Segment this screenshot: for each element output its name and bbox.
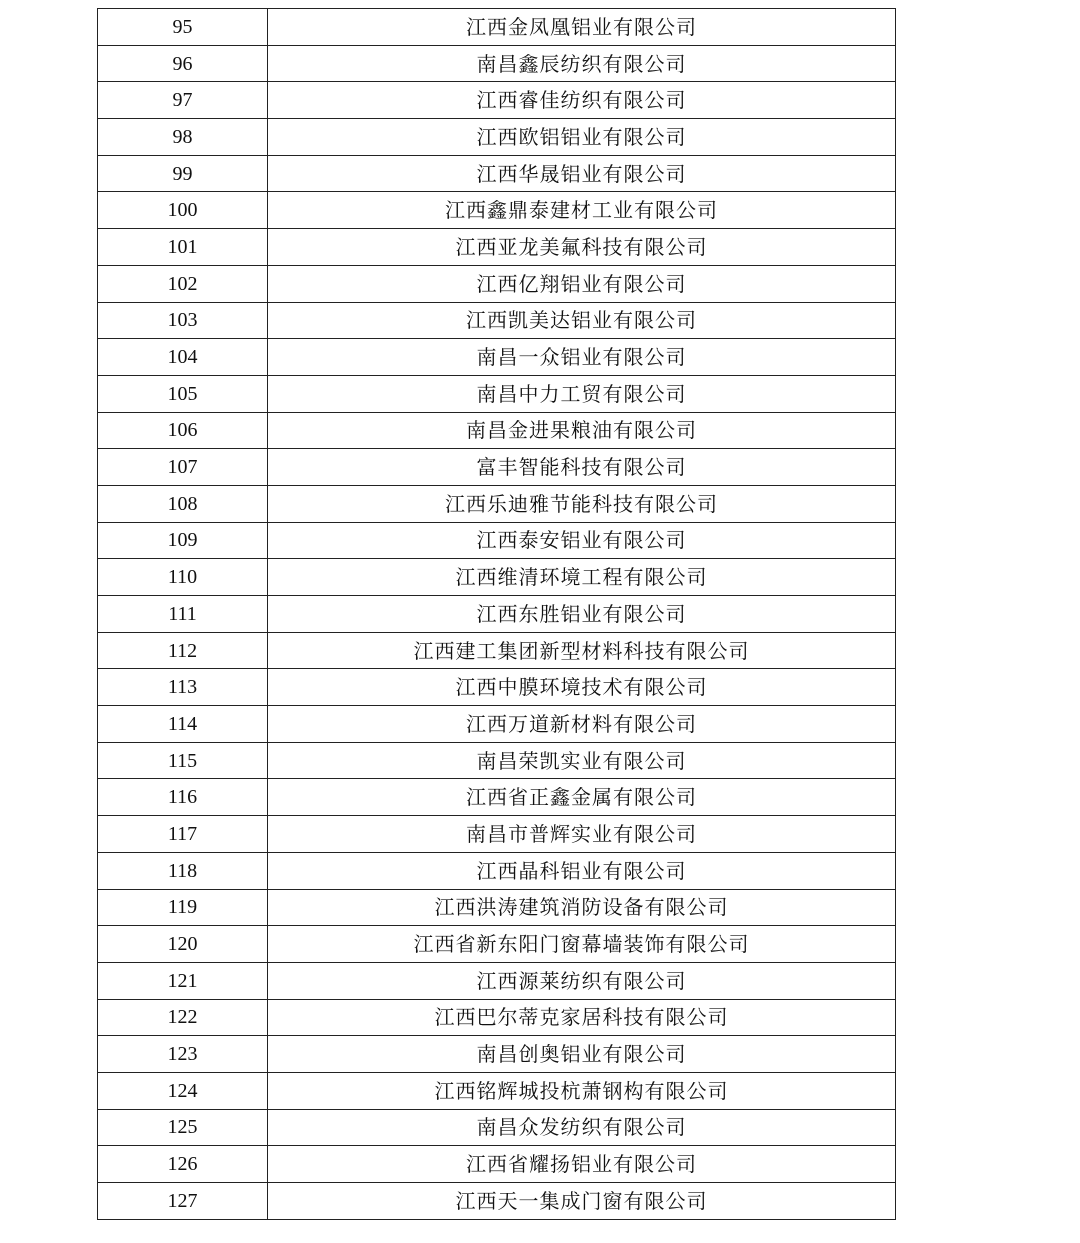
table-row	[98, 1072, 896, 1109]
company-name-cell: 江西巴尔蒂克家居科技有限公司	[268, 999, 896, 1036]
row-number-cell: 108	[98, 485, 268, 522]
table-row	[98, 596, 896, 633]
row-number-cell: 97	[98, 82, 268, 119]
row-number-cell: 117	[98, 816, 268, 853]
row-number-cell: 123	[98, 1036, 268, 1073]
row-number-cell: 112	[98, 632, 268, 669]
row-number-cell: 101	[98, 229, 268, 266]
row-number-cell: 115	[98, 742, 268, 779]
row-number-cell: 100	[98, 192, 268, 229]
table-row	[98, 302, 896, 339]
row-number-cell: 124	[98, 1072, 268, 1109]
table-row	[98, 192, 896, 229]
row-number-cell: 110	[98, 559, 268, 596]
table-row	[98, 155, 896, 192]
table-row	[98, 816, 896, 853]
table-row	[98, 1183, 896, 1220]
row-number-cell: 103	[98, 302, 268, 339]
row-number-cell: 119	[98, 889, 268, 926]
table-row	[98, 1146, 896, 1183]
company-name-cell: 江西乐迪雅节能科技有限公司	[268, 485, 896, 522]
row-number-cell: 126	[98, 1146, 268, 1183]
company-name-cell: 江西东胜铝业有限公司	[268, 596, 896, 633]
company-name-cell: 江西欧铝铝业有限公司	[268, 119, 896, 156]
company-name-cell: 南昌金进果粮油有限公司	[268, 412, 896, 449]
company-name-cell: 江西省正鑫金属有限公司	[268, 779, 896, 816]
table-row	[98, 559, 896, 596]
table-row	[98, 229, 896, 266]
row-number-cell: 105	[98, 375, 268, 412]
company-name-cell: 南昌一众铝业有限公司	[268, 339, 896, 376]
table-row	[98, 412, 896, 449]
table-row	[98, 265, 896, 302]
company-name-cell: 南昌众发纺织有限公司	[268, 1109, 896, 1146]
company-name-cell: 江西天一集成门窗有限公司	[268, 1183, 896, 1220]
row-number-cell: 113	[98, 669, 268, 706]
row-number-cell: 109	[98, 522, 268, 559]
company-name-cell: 江西万道新材料有限公司	[268, 706, 896, 743]
company-name-cell: 江西省耀扬铝业有限公司	[268, 1146, 896, 1183]
table-row	[98, 522, 896, 559]
table-row	[98, 852, 896, 889]
table-row	[98, 1036, 896, 1073]
company-name-cell: 江西源莱纺织有限公司	[268, 962, 896, 999]
company-name-cell: 江西凯美达铝业有限公司	[268, 302, 896, 339]
company-name-cell: 江西鑫鼎泰建材工业有限公司	[268, 192, 896, 229]
row-number-cell: 121	[98, 962, 268, 999]
row-number-cell: 104	[98, 339, 268, 376]
table-row	[98, 45, 896, 82]
company-name-cell: 江西中膜环境技术有限公司	[268, 669, 896, 706]
row-number-cell: 107	[98, 449, 268, 486]
company-name-cell: 富丰智能科技有限公司	[268, 449, 896, 486]
table-row	[98, 779, 896, 816]
row-number-cell: 96	[98, 45, 268, 82]
table-row	[98, 706, 896, 743]
table-row	[98, 375, 896, 412]
row-number-cell: 122	[98, 999, 268, 1036]
table-row	[98, 926, 896, 963]
company-name-cell: 江西金凤凰铝业有限公司	[268, 9, 896, 46]
row-number-cell: 120	[98, 926, 268, 963]
table-row	[98, 632, 896, 669]
row-number-cell: 98	[98, 119, 268, 156]
company-name-cell: 江西亿翔铝业有限公司	[268, 265, 896, 302]
company-name-cell: 南昌中力工贸有限公司	[268, 375, 896, 412]
company-name-cell: 南昌鑫辰纺织有限公司	[268, 45, 896, 82]
table-row	[98, 999, 896, 1036]
company-name-cell: 江西省新东阳门窗幕墙装饰有限公司	[268, 926, 896, 963]
table-body	[98, 9, 896, 1220]
row-number-cell: 118	[98, 852, 268, 889]
company-name-cell: 江西维清环境工程有限公司	[268, 559, 896, 596]
row-number-cell: 99	[98, 155, 268, 192]
row-number-cell: 125	[98, 1109, 268, 1146]
row-number-cell: 127	[98, 1183, 268, 1220]
table-row	[98, 119, 896, 156]
company-name-cell: 江西华晟铝业有限公司	[268, 155, 896, 192]
table-row	[98, 449, 896, 486]
table-row	[98, 1109, 896, 1146]
table-row	[98, 669, 896, 706]
row-number-cell: 116	[98, 779, 268, 816]
company-list-table	[97, 8, 896, 1220]
table-row	[98, 889, 896, 926]
company-name-cell: 江西建工集团新型材料科技有限公司	[268, 632, 896, 669]
table-row	[98, 742, 896, 779]
company-name-cell: 江西洪涛建筑消防设备有限公司	[268, 889, 896, 926]
company-name-cell: 南昌荣凯实业有限公司	[268, 742, 896, 779]
table-row	[98, 82, 896, 119]
company-list-table-wrapper	[97, 8, 895, 1220]
table-row	[98, 9, 896, 46]
row-number-cell: 111	[98, 596, 268, 633]
company-name-cell: 江西晶科铝业有限公司	[268, 852, 896, 889]
company-name-cell: 南昌市普辉实业有限公司	[268, 816, 896, 853]
table-row	[98, 485, 896, 522]
table-row	[98, 962, 896, 999]
company-name-cell: 江西铭辉城投杭萧钢构有限公司	[268, 1072, 896, 1109]
table-row	[98, 339, 896, 376]
company-name-cell: 江西亚龙美氟科技有限公司	[268, 229, 896, 266]
row-number-cell: 102	[98, 265, 268, 302]
row-number-cell: 95	[98, 9, 268, 46]
company-name-cell: 南昌创奥铝业有限公司	[268, 1036, 896, 1073]
company-name-cell: 江西泰安铝业有限公司	[268, 522, 896, 559]
row-number-cell: 106	[98, 412, 268, 449]
company-name-cell: 江西睿佳纺织有限公司	[268, 82, 896, 119]
row-number-cell: 114	[98, 706, 268, 743]
